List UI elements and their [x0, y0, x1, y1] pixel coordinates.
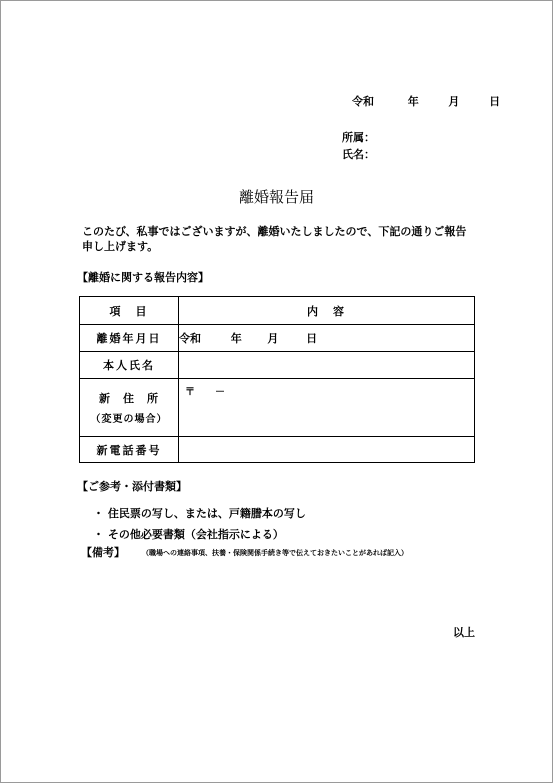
section-report-heading: 【離婚に関する報告内容】 — [77, 271, 209, 284]
label-new-address — [80, 379, 179, 437]
divorce-date-month: 月 — [267, 332, 279, 345]
table-row-divorce-date — [80, 325, 475, 352]
attachment-item-2: ・ その他必要書類（会社指示による） — [93, 528, 284, 541]
name-field[interactable] — [179, 352, 475, 379]
label-divorce-date: 離婚年月日 — [80, 325, 179, 352]
header-item: 項 目 — [80, 297, 179, 325]
table-header-row — [80, 297, 475, 325]
name-label: 氏名： — [342, 148, 375, 161]
remarks-note: （職場への連絡事項、扶養・保険関係手続き等で伝えておきたいことがあれば記入） — [142, 549, 408, 557]
document-title: 離婚報告届 — [238, 188, 314, 206]
label-name: 本人氏名 — [80, 352, 179, 379]
divorce-date-day: 日 — [306, 332, 318, 345]
submission-date — [352, 93, 500, 109]
label-new-address-line1: 新 住 所 — [99, 392, 159, 405]
closing-text: 以上 — [453, 626, 475, 639]
section-reference-heading: 【ご参考・添付書類】 — [77, 480, 187, 493]
attachment-item-1: ・ 住民票の写し、または、戸籍謄本の写し — [93, 507, 306, 520]
affiliation-label: 所属： — [342, 131, 375, 144]
divorce-date-field[interactable] — [179, 325, 475, 352]
label-new-address-line2: （変更の場合） — [90, 414, 168, 425]
label-new-phone: 新電話番号 — [80, 437, 179, 463]
table-row-new-phone — [80, 437, 475, 463]
divorce-date-year: 年 — [230, 332, 242, 345]
divorce-date-era: 令和 — [179, 332, 201, 345]
header-content: 内 容 — [179, 297, 475, 325]
report-table — [79, 296, 475, 463]
new-phone-field[interactable] — [179, 437, 475, 463]
postal-prefix: 〒 － — [185, 387, 225, 398]
table-row-name — [80, 352, 475, 379]
intro-text: このたび、私事ではございますが、離婚いたしましたので、下記の通りご報告申し上げます。 — [82, 225, 467, 253]
date-month: 月 — [448, 95, 460, 108]
table-row-new-address — [80, 379, 475, 437]
new-address-field[interactable] — [179, 379, 475, 437]
date-year: 年 — [407, 95, 419, 108]
date-day: 日 — [489, 95, 501, 108]
date-era: 令和 — [352, 95, 374, 108]
remarks-label: 【備考】 — [81, 546, 125, 559]
